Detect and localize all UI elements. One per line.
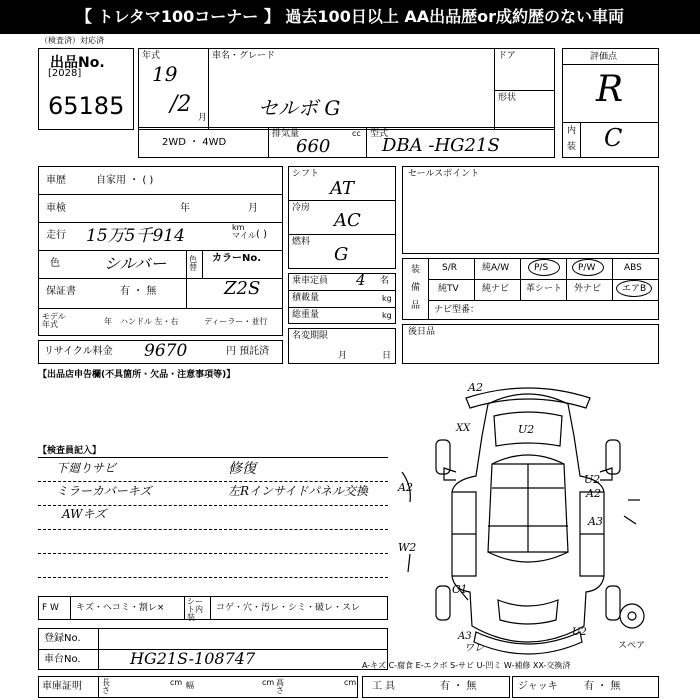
registration-label: 登録No. (44, 633, 81, 644)
equipment-label-3: 品 (411, 301, 421, 311)
name-change-day: 日 (382, 351, 392, 361)
equip-power-window: P/W (578, 263, 596, 273)
car-name-value: セルボ G (258, 96, 341, 120)
detail-box (38, 166, 283, 336)
length-unit: cm (170, 678, 183, 687)
garage-cert-label: 車庫証明 (42, 681, 82, 692)
interior-value: C (604, 124, 623, 152)
shift-label: シフト (292, 169, 320, 179)
damage-mark-10: A3 (458, 631, 472, 642)
tools-label: 工 具 (372, 681, 396, 692)
dealer-type: ディーラー・並行 (204, 317, 268, 326)
lot-code: [2028] (48, 68, 82, 79)
defects-items: キズ・ヘコミ・割レ× (76, 603, 165, 613)
inspector-note-1: 下廻りサビ (56, 461, 117, 475)
gross-label: 総重量 (292, 310, 320, 320)
equip-tv: 純TV (438, 284, 459, 294)
navi-model-label: ナビ型番： (434, 305, 480, 315)
banner-title: 【 トレタマ100コーナー 】 過去100日以上 AA出品歴or成約歴のない車両 (0, 0, 700, 34)
damage-mark-1: A2 (468, 381, 483, 394)
ac-label: 冷房 (292, 203, 311, 213)
fuel-value: G (334, 244, 349, 265)
seat-interior-label: シート内装 (187, 597, 203, 622)
inspector-note-2: ミラーカバーキズ (56, 484, 152, 498)
interior-label-2: 装 (567, 142, 577, 152)
car-diagram (396, 376, 660, 666)
equip-navi: 純ナビ (482, 284, 510, 294)
ac-value: AC (334, 210, 361, 231)
warranty-label: 保証書 (46, 286, 76, 297)
load-unit: kg (382, 294, 392, 303)
damage-mark-4: A2 (398, 481, 413, 494)
year-value: 19 (152, 62, 178, 86)
equip-abs: ABS (624, 263, 642, 273)
mileage-units: km マイル (232, 223, 256, 240)
defects-label: F W (42, 603, 59, 613)
chassis-value: HG21S-108747 (130, 649, 256, 668)
inspector-label: 【検査員記入】 (38, 446, 102, 456)
capacity-value: 4 (356, 271, 366, 289)
fuel-label: 燃料 (292, 237, 311, 247)
name-change-month: 月 (338, 351, 348, 361)
history-value: 自家用 ・ ( ) (96, 175, 154, 186)
chassis-label: 車台No. (44, 654, 81, 665)
damage-mark-9: C1 (452, 583, 468, 596)
sales-point-label: セールスポイント (408, 169, 480, 179)
notes-label: 後日品 (408, 327, 436, 337)
damage-mark-8: W2 (398, 541, 417, 554)
equip-airbag: エアB (622, 284, 647, 294)
equipment-label-2: 備 (411, 283, 421, 293)
equip-leather: 革シート (526, 284, 563, 294)
defects-items-2: コゲ・穴・汚レ・シミ・破レ・スレ (216, 603, 361, 613)
shift-value: AT (330, 178, 355, 199)
shape-label: 形状 (498, 93, 517, 103)
month-value: /2 (170, 92, 192, 117)
damage-mark-6: A2 (586, 487, 601, 500)
lot-number: 65185 (48, 92, 125, 120)
history-label: 車歴 (46, 175, 66, 186)
displacement-label: 排気量 (272, 129, 300, 139)
length-label: 長さ (102, 678, 110, 695)
damage-mark-2: XX (456, 423, 471, 434)
inspection-year-unit: 年 (180, 203, 190, 214)
model-year-label: モデル年式 (42, 312, 66, 329)
color-label: 色 (50, 258, 60, 269)
recycle-label: リサイクル料金 (44, 346, 113, 357)
mileage-value: 15万5千914 (86, 226, 185, 246)
damage-mark-12: U2 (572, 627, 587, 638)
color-no-value: Z2S (224, 278, 261, 299)
capacity-unit: 名 (380, 276, 390, 286)
gross-unit: kg (382, 311, 392, 320)
score-value: R (596, 69, 624, 110)
year-label: 年式 (142, 51, 161, 61)
jack-value: 有 ・ 無 (584, 681, 621, 692)
notes-box (402, 324, 659, 364)
damage-mark-3: U2 (518, 423, 535, 436)
interior-label-1: 内 (567, 126, 577, 136)
model-year-unit: 年 (104, 317, 112, 326)
equip-sunroof: S/R (442, 263, 457, 273)
door-label: ドア (498, 51, 516, 61)
mileage-label: 走行 (46, 230, 66, 241)
drive-type: 2WD ・ 4WD (162, 137, 227, 148)
model-value: DBA -HG21S (382, 135, 500, 156)
score-label: 評価点 (590, 52, 618, 62)
mileage-paren: ( ) (256, 229, 267, 240)
sales-point-box (402, 166, 659, 254)
inspector-note-5: 左Rインサイドパネル交換 (228, 484, 368, 498)
spare-label: スペア (618, 641, 646, 651)
inspection-label: 車検 (46, 203, 66, 214)
inspector-note-3: AWキズ (62, 507, 107, 521)
jack-label: ジャッキ (518, 681, 558, 692)
tools-value: 有 ・ 無 (440, 681, 477, 692)
name-change-label: 名変期限 (292, 331, 329, 341)
model-label: 型式 (370, 129, 389, 139)
width-unit: cm (262, 678, 275, 687)
equipment-label-1: 装 (411, 265, 421, 275)
inspector-note-4: 修復 (228, 461, 256, 477)
color-value: シルバー (104, 254, 167, 273)
recycle-value: 9670 (144, 341, 188, 361)
equip-alloy-wheel: 純A/W (482, 263, 510, 273)
height-unit: cm (344, 678, 357, 687)
damage-legend: A-キズ C-腐食 E-エクボ S-サビ U-凹ミ W-補修 XX-交換済 (362, 661, 571, 670)
color-no-label: カラーNo. (212, 253, 262, 264)
height-label: 高さ (276, 678, 284, 695)
displacement-value: 660 (296, 136, 331, 157)
car-name-label: 車名・グレード (212, 51, 276, 61)
month-unit: 月 (198, 113, 208, 123)
displacement-unit: cc (352, 129, 361, 138)
subnote: （検査済）対応済 (40, 36, 104, 45)
recycle-unit: 円 預託済 (226, 346, 270, 357)
equip-power-steering: P/S (534, 263, 549, 273)
handle-side: ハンドル 左・右 (120, 317, 179, 326)
color-change-label: 色替 (189, 255, 197, 272)
inspection-month-unit: 月 (248, 203, 258, 214)
seller-declaration-label: 【出品店申告欄(不具箇所・欠品・注意事項等)】 (38, 370, 236, 380)
damage-mark-11: ワレ (464, 643, 484, 654)
warranty-value: 有 ・ 無 (120, 286, 157, 297)
garage-cert-box (38, 676, 358, 698)
capacity-label: 乗車定員 (292, 276, 329, 286)
damage-mark-7: A3 (588, 515, 603, 528)
load-label: 積載量 (292, 293, 320, 303)
lot-label: 出品No. (50, 55, 105, 71)
equip-ext-navi: 外ナビ (574, 284, 602, 294)
width-label: 幅 (186, 681, 194, 690)
damage-mark-5: U2 (584, 473, 601, 486)
